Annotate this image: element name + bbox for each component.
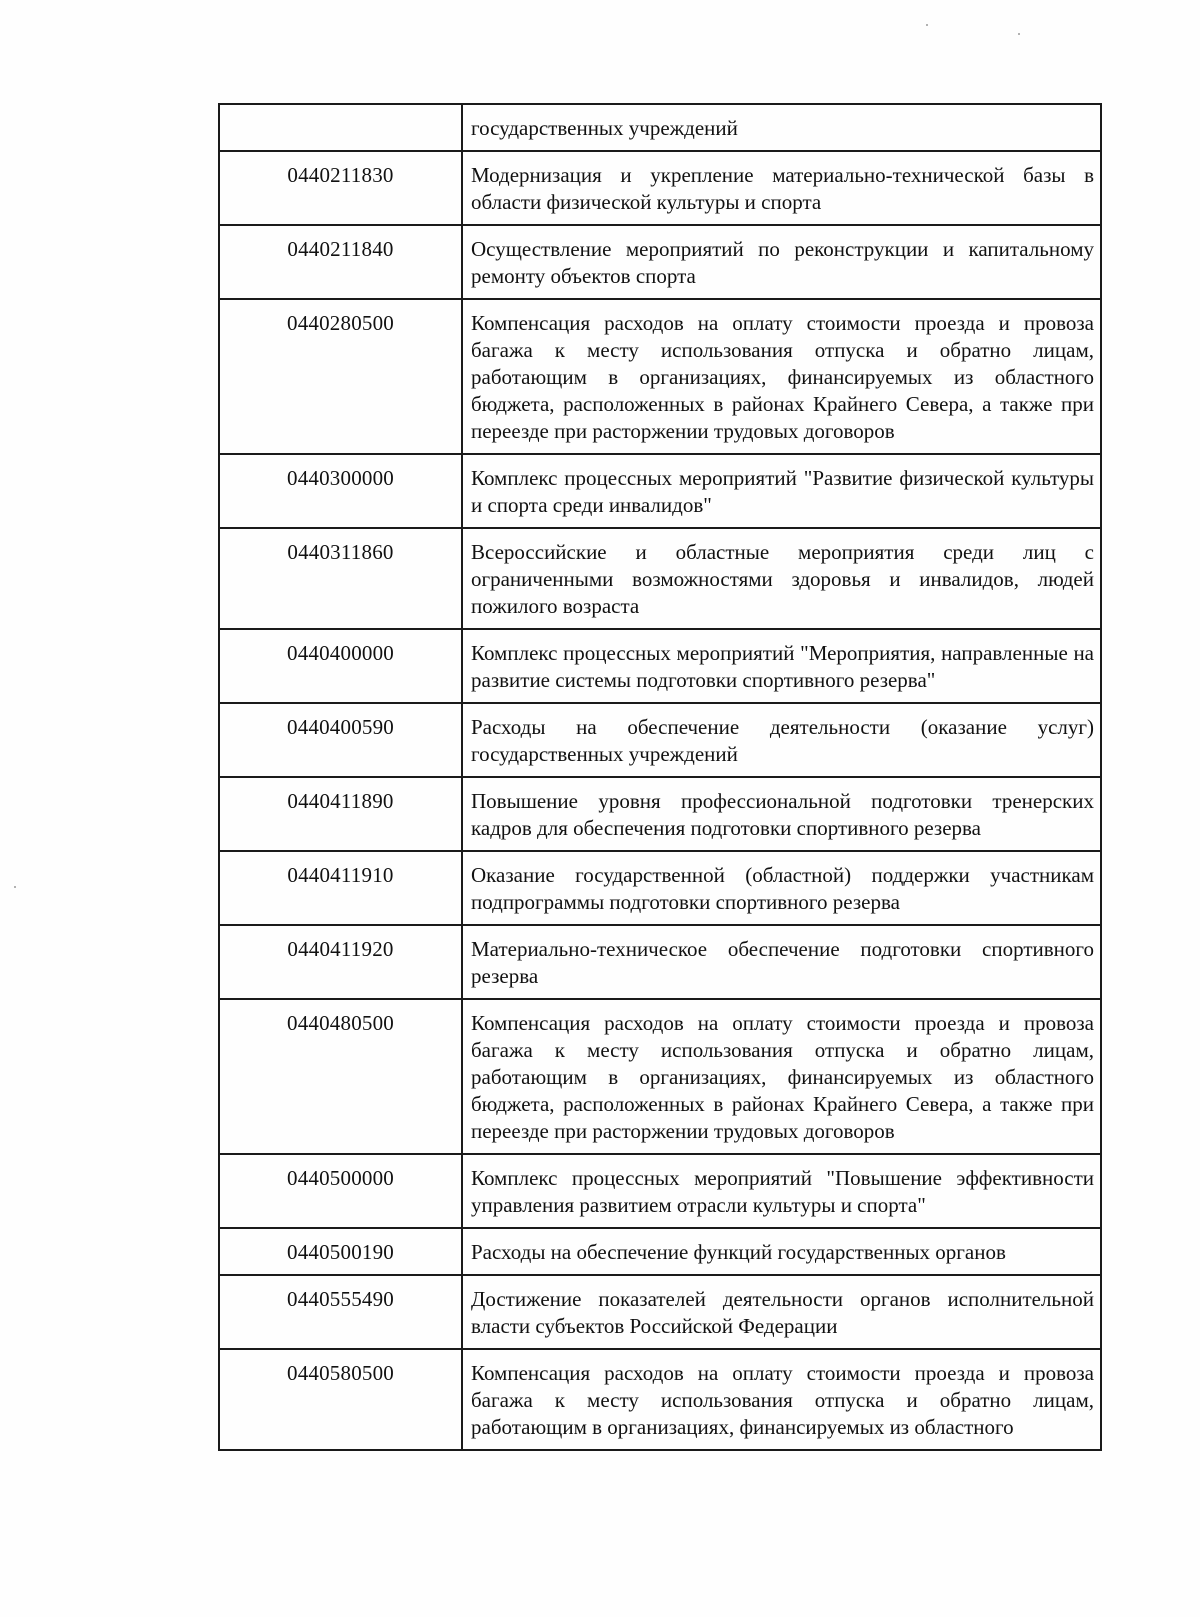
table-row <box>219 528 1101 629</box>
description-cell: Компенсация расходов на оплату стоимости проезда и провоза багажа к месту использования отпуска и обратно лицам, работающим в организациях, финансируемых из областного бюджета, расположенных в районах Крайнего Севера, а также при переезде при расторжении трудовых договоров <box>462 299 1101 454</box>
description-cell: Модернизация и укрепление материально-технической базы в области физической культуры и спорта <box>462 151 1101 225</box>
description-cell: Достижение показателей деятельности органов исполнительной власти субъектов Российской Федерации <box>462 1275 1101 1349</box>
code-cell: 0440500190 <box>219 1228 462 1275</box>
scan-speck <box>1018 33 1020 35</box>
table-row <box>219 299 1101 454</box>
code-cell: 0440400000 <box>219 629 462 703</box>
code-cell: 0440280500 <box>219 299 462 454</box>
description-cell: государственных учреждений <box>462 104 1101 151</box>
description-cell: Расходы на обеспечение деятельности (оказание услуг) государственных учреждений <box>462 703 1101 777</box>
scan-speck <box>926 24 928 26</box>
table-row <box>219 703 1101 777</box>
code-cell: 0440211830 <box>219 151 462 225</box>
code-cell: 0440500000 <box>219 1154 462 1228</box>
code-cell <box>219 104 462 151</box>
code-cell: 0440311860 <box>219 528 462 629</box>
description-cell: Материально-техническое обеспечение подготовки спортивного резерва <box>462 925 1101 999</box>
table-row <box>219 1275 1101 1349</box>
description-cell: Комплекс процессных мероприятий "Развитие физической культуры и спорта среди инвалидов" <box>462 454 1101 528</box>
table-row <box>219 1349 1101 1450</box>
code-cell: 0440580500 <box>219 1349 462 1450</box>
table-row <box>219 104 1101 151</box>
description-cell: Осуществление мероприятий по реконструкции и капитальному ремонту объектов спорта <box>462 225 1101 299</box>
description-cell: Комплекс процессных мероприятий "Мероприятия, направленные на развитие системы подготовки спортивного резерва" <box>462 629 1101 703</box>
table-row <box>219 151 1101 225</box>
code-cell: 0440411890 <box>219 777 462 851</box>
scan-speck <box>14 886 16 888</box>
code-cell: 0440411920 <box>219 925 462 999</box>
code-cell: 0440211840 <box>219 225 462 299</box>
description-cell: Расходы на обеспечение функций государственных органов <box>462 1228 1101 1275</box>
description-cell: Всероссийские и областные мероприятия среди лиц с ограниченными возможностями здоровья и инвалидов, людей пожилого возраста <box>462 528 1101 629</box>
description-cell: Компенсация расходов на оплату стоимости проезда и провоза багажа к месту использования отпуска и обратно лицам, работающим в организациях, финансируемых из областного бюджета, расположенных в районах Крайнего Севера, а также при переезде при расторжении трудовых договоров <box>462 999 1101 1154</box>
description-cell: Компенсация расходов на оплату стоимости проезда и провоза багажа к месту использования отпуска и обратно лицам, работающим в организациях, финансируемых из областного <box>462 1349 1101 1450</box>
code-cell: 0440411910 <box>219 851 462 925</box>
table-row <box>219 1228 1101 1275</box>
description-cell: Оказание государственной (областной) поддержки участникам подпрограммы подготовки спортивного резерва <box>462 851 1101 925</box>
description-cell: Повышение уровня профессиональной подготовки тренерских кадров для обеспечения подготовки спортивного резерва <box>462 777 1101 851</box>
code-cell: 0440555490 <box>219 1275 462 1349</box>
table-row <box>219 777 1101 851</box>
table-row <box>219 999 1101 1154</box>
code-cell: 0440480500 <box>219 999 462 1154</box>
description-cell: Комплекс процессных мероприятий "Повышение эффективности управления развитием отрасли культуры и спорта" <box>462 1154 1101 1228</box>
code-cell: 0440400590 <box>219 703 462 777</box>
code-cell: 0440300000 <box>219 454 462 528</box>
budget-code-table <box>218 103 1102 1451</box>
table-row <box>219 454 1101 528</box>
table-row <box>219 925 1101 999</box>
table-row <box>219 1154 1101 1228</box>
table-row <box>219 629 1101 703</box>
table-row <box>219 851 1101 925</box>
table-row <box>219 225 1101 299</box>
